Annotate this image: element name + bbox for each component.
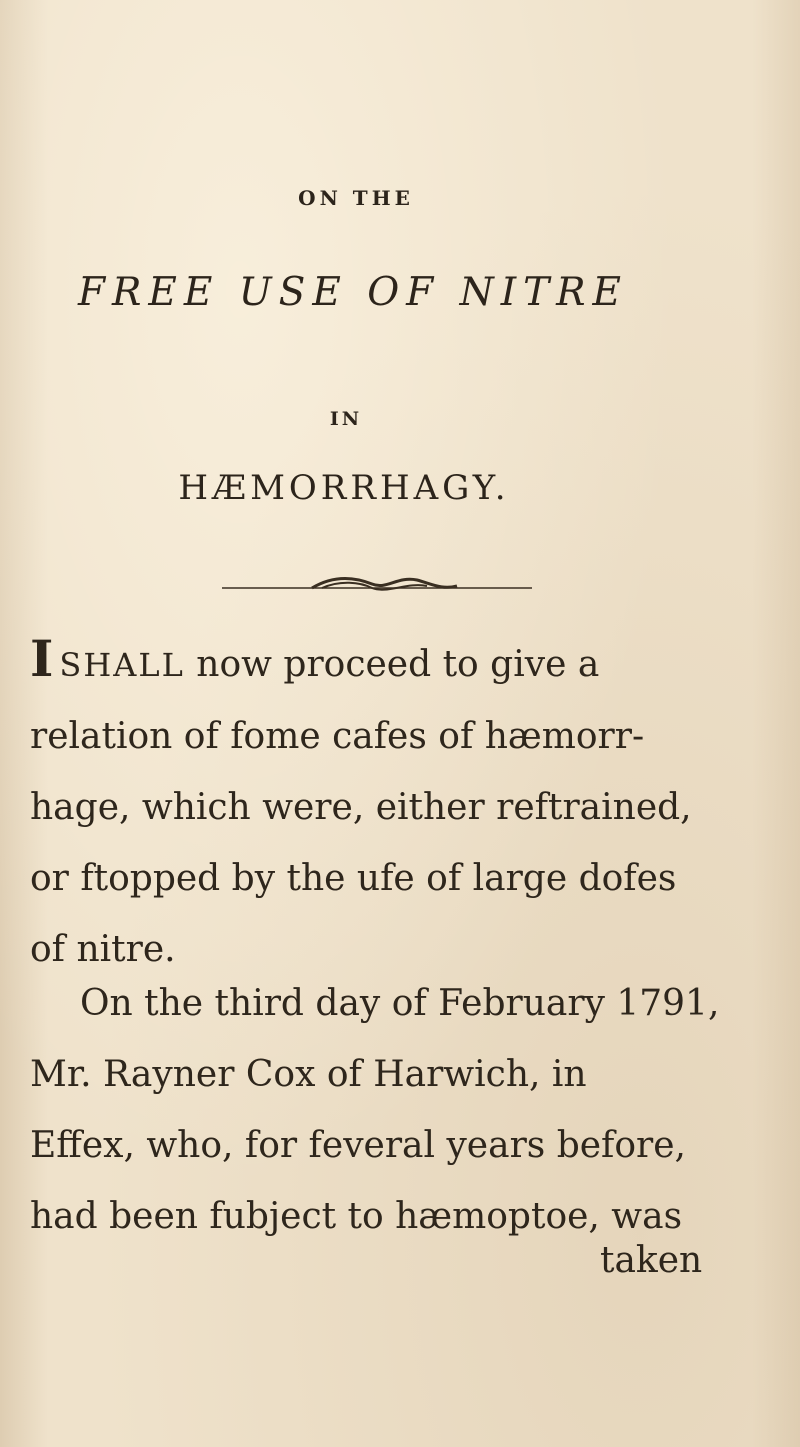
paragraph-1-line: or ftopped by the ufe of large dofes — [30, 858, 677, 899]
paragraph-2 — [30, 968, 720, 1252]
small-caps-word: SHALL — [59, 646, 185, 684]
catchword: taken — [600, 1240, 703, 1281]
paragraph-2-line: Mr. Rayner Cox of Harwich, in — [30, 1054, 587, 1095]
paragraph-2-line: On the third day of February 1791, — [80, 983, 720, 1024]
paragraph-1-line: of nitre. — [30, 929, 176, 970]
paragraph-1-line — [30, 623, 670, 701]
paragraph-2-line: had been fubject to hæmoptoe, was — [30, 1196, 683, 1237]
paragraph-1-line: hage, which were, either reftrained, — [30, 787, 692, 828]
ornament-divider-icon — [222, 572, 532, 602]
heading-title: FREE USE OF NITRE — [77, 270, 629, 315]
heading-subject: HÆMORRHAGY. — [178, 468, 510, 508]
paragraph-1-text: now proceed to give a — [196, 644, 600, 685]
paragraph-1-line: relation of fome cafes of hæmorr- — [30, 716, 645, 757]
heading-on-the: ON THE — [298, 186, 414, 210]
drop-capital: I — [30, 629, 54, 688]
heading-in: IN — [329, 408, 363, 430]
paragraph-2-line: Effex, who, for feveral years before, — [30, 1125, 686, 1166]
paragraph-1 — [30, 623, 692, 985]
